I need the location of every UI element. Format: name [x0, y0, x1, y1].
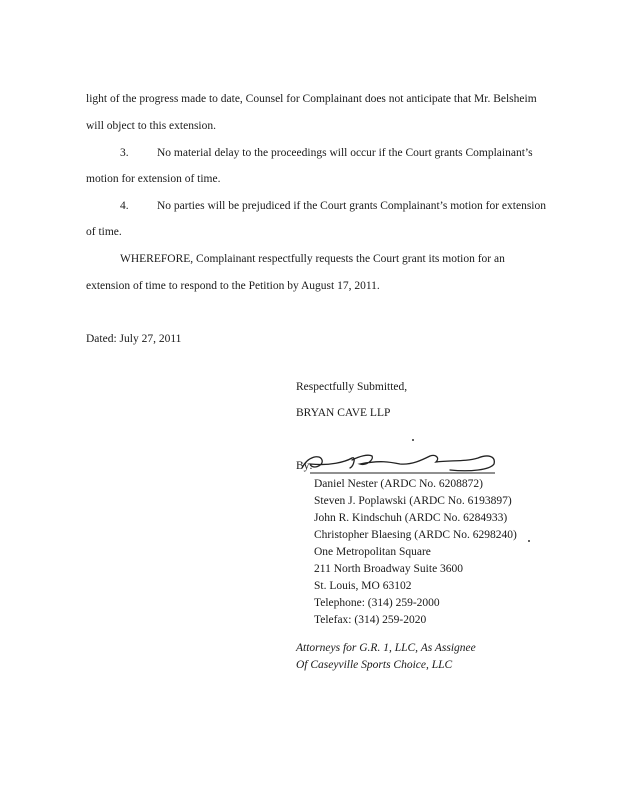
address-line-2: 211 North Broadway Suite 3600 [314, 563, 464, 575]
attorney-4: Christopher Blaesing (ARDC No. 6298240) [314, 529, 517, 541]
intro-line-1: light of the progress made to date, Counsel for Complainant does not anticipate that Mr. Belsheim [86, 93, 537, 105]
scan-speck-2 [528, 540, 530, 542]
firm-name: BRYAN CAVE LLP [296, 407, 391, 419]
wherefore-line-1: WHEREFORE, Complainant respectfully requests the Court grant its motion for an [120, 253, 505, 265]
closing-line: Respectfully Submitted, [296, 381, 408, 393]
attorneys-for-line-2: Of Caseyville Sports Choice, LLC [296, 659, 453, 671]
item-3-line-2: motion for extension of time. [86, 173, 221, 185]
telephone: Telephone: (314) 259-2000 [314, 597, 440, 609]
by-label: By: [296, 460, 313, 472]
attorneys-for-line-1: Attorneys for G.R. 1, LLC, As Assignee [296, 642, 476, 654]
item-4-line-2: of time. [86, 226, 122, 238]
item-3-number: 3. [120, 147, 129, 159]
item-3-line-1: No material delay to the proceedings will occur if the Court grants Complainant’s [157, 147, 533, 159]
attorney-1: Daniel Nester (ARDC No. 6208872) [314, 478, 483, 490]
intro-line-2: will object to this extension. [86, 120, 216, 132]
dated-line: Dated: July 27, 2011 [86, 333, 182, 345]
address-line-3: St. Louis, MO 63102 [314, 580, 412, 592]
item-4-line-1: No parties will be prejudiced if the Court grants Complainant’s motion for extension [157, 200, 547, 212]
address-line-1: One Metropolitan Square [314, 546, 431, 558]
scan-speck [412, 439, 414, 441]
wherefore-line-2: extension of time to respond to the Petition by August 17, 2011. [86, 280, 380, 292]
telefax: Telefax: (314) 259-2020 [314, 614, 427, 626]
attorney-3: John R. Kindschuh (ARDC No. 6284933) [314, 512, 508, 524]
item-4-number: 4. [120, 200, 129, 212]
attorney-2: Steven J. Poplawski (ARDC No. 6193897) [314, 495, 512, 507]
